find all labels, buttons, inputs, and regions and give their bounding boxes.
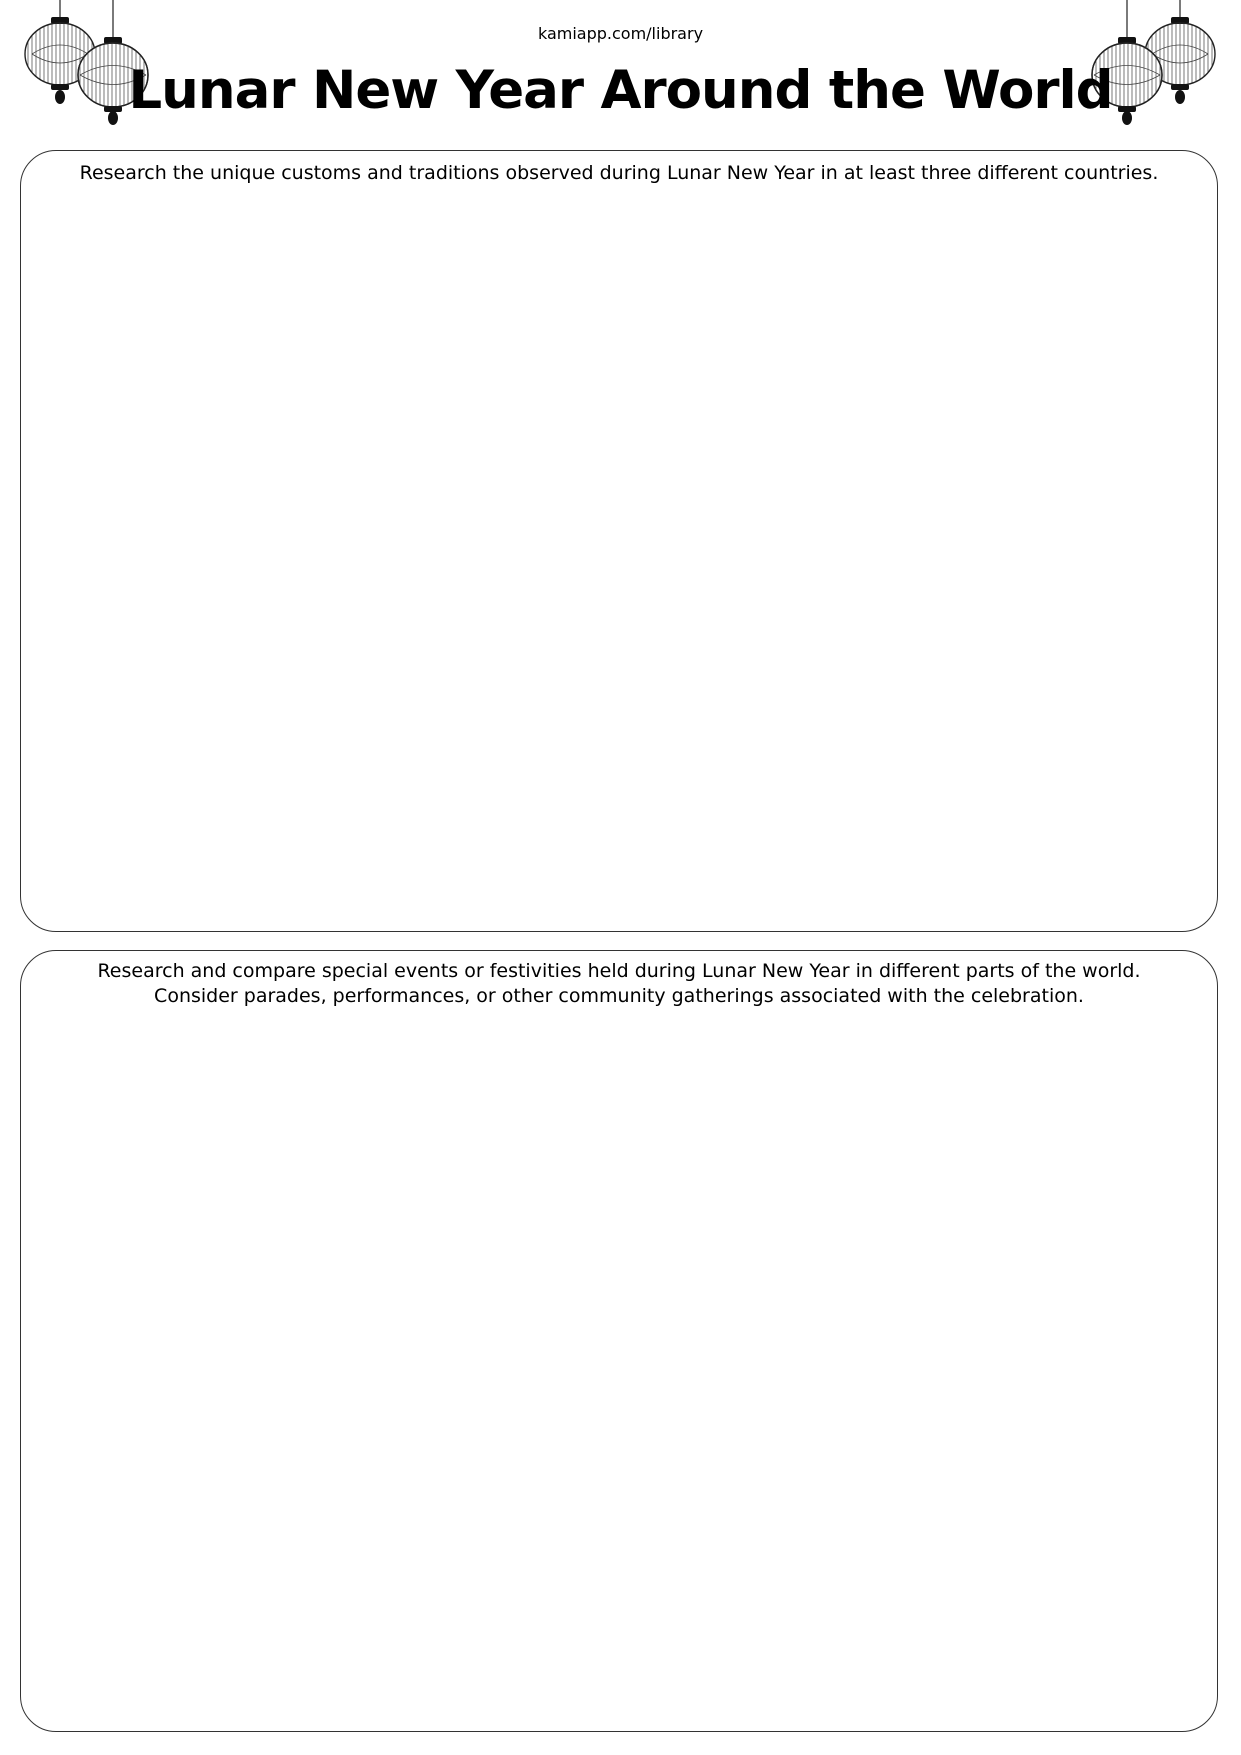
answer-box-customs[interactable] [20,150,1218,932]
prompt-line: Consider parades, performances, or other community gatherings associated with the celebration. [154,985,1084,1007]
prompt-line: Research and compare special events or festivities held during Lunar New Year in different parts of the world. [97,960,1141,982]
source-url: kamiapp.com/library [537,24,704,43]
page-title: Lunar New Year Around the World [128,60,1113,121]
prompt-line: Research the unique customs and traditions observed during Lunar New Year in at least three different countries. [79,162,1159,184]
section-prompt [21,161,1217,186]
section-prompt [21,959,1217,1009]
answer-box-festivities[interactable] [20,950,1218,1732]
